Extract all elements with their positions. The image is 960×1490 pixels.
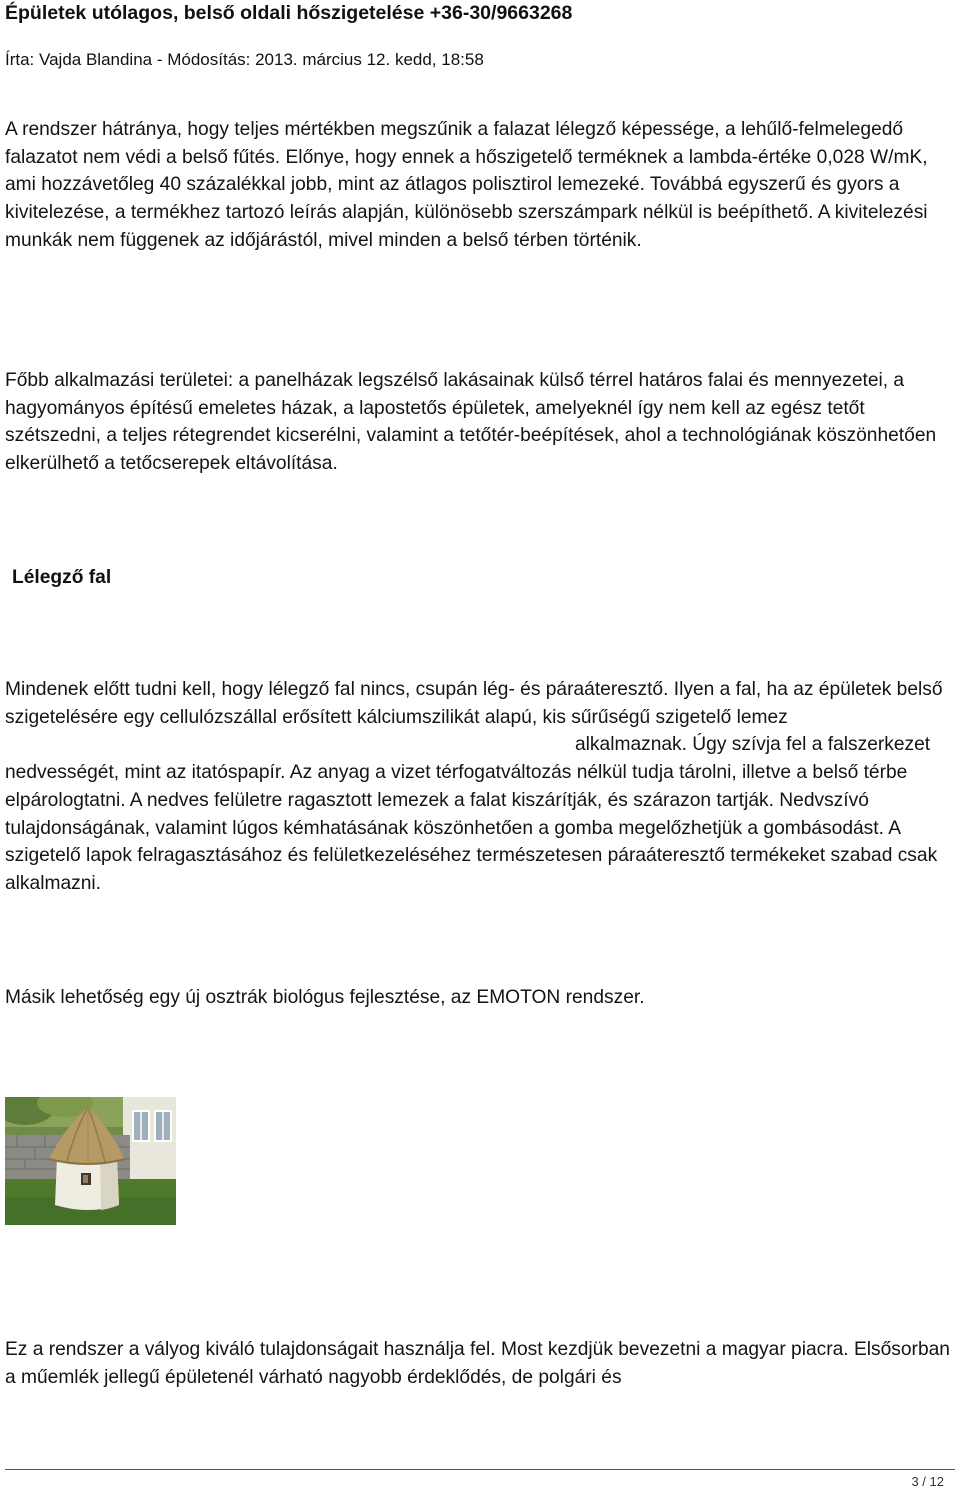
- page-number: 3 / 12: [911, 1474, 944, 1489]
- paragraph-clay-system: Ez a rendszer a vályog kiváló tulajdonságait használja fel. Most kezdjük bevezetni a magyar piacra. Elsősorban a műemlék jellegű épületenél várható nagyobb érdeklődés, de polgári és: [5, 1339, 950, 1388]
- paragraph-breathing-wall-part-2: alkalmaznak. Úgy szívja fel a falszerkezet nedvességét, mint az itatóspapír. Az anyag a vizet térfogatváltozás nélkül tudja tárolni, illetve a belső térbe elpárologtatni. A nedves felületre ragasztott lemezek a falat kiszárítják, és szárazon tartják. Nedvszívó tulajdonságának, valamint lúgos kémhatásának köszönhetően a gomba megelőzhetjük a gombásodást. A szigetelő lapok felragasztásához és felületkezeléséhez természetesen páraáteresztő termékeket szabad csak alkalmazni.: [5, 734, 938, 894]
- paragraph-emoton: Másik lehetőség egy új osztrák biológus fejlesztése, az EMOTON rendszer.: [5, 987, 645, 1008]
- paragraph-disadvantages: A rendszer hátránya, hogy teljes mértékben megszűnik a falazat lélegző képessége, a lehűlő-felmelegedő falazatot nem védi a belső fűtés. Előnye, hogy ennek a hőszigetelő terméknek a lambda-értéke 0,028 W/mK, ami hozzávetőleg 40 százalékkal jobb, mint az átlagos polisztirol lemezeké. Továbbá egyszerű és gyors a kivitelezése, a termékhez tartozó leírás alapján, különösebb szerszámpark nélkül is beépíthető. A kivitelezési munkák nem függenek az időjárástól, mivel minden a belső térben történik.: [5, 119, 928, 251]
- hut-photo: [5, 1097, 176, 1225]
- paragraph-breathing-wall: [5, 676, 957, 898]
- article-meta: Írta: Vajda Blandina - Módosítás: 2013. március 12. kedd, 18:58: [5, 50, 484, 69]
- footer-divider: [5, 1469, 955, 1470]
- article-header: [5, 0, 955, 71]
- article-title: Épületek utólagos, belső oldali hőszigetelése +36-30/9663268: [5, 2, 573, 24]
- paragraph-application-areas: Főbb alkalmazási területei: a panelházak legszélső lakásainak külső térrel határos falai és mennyezetei, a hagyományos építésű emeletes házak, a lapostetős épületek, amelyeknél így nem kell az egész tetőt szétszedni, a teljes rétegrendet kicserélni, valamint a tetőtér-beépítések, ahol a technológiának köszönhetően elkerülhető a tetőcserepek eltávolítása.: [5, 370, 937, 475]
- section-heading: Lélegző fal: [12, 567, 112, 588]
- hut-photo-illustration: [5, 1097, 176, 1225]
- paragraph-breathing-wall-part-1: Mindenek előtt tudni kell, hogy lélegző fal nincs, csupán lég- és páraáteresztő. Ilyen a fal, ha az épületek belső szigetelésére egy cellulózszállal erősített kálciumszilikát alapú, kis sűrűségű szigetelő lemez: [5, 679, 943, 728]
